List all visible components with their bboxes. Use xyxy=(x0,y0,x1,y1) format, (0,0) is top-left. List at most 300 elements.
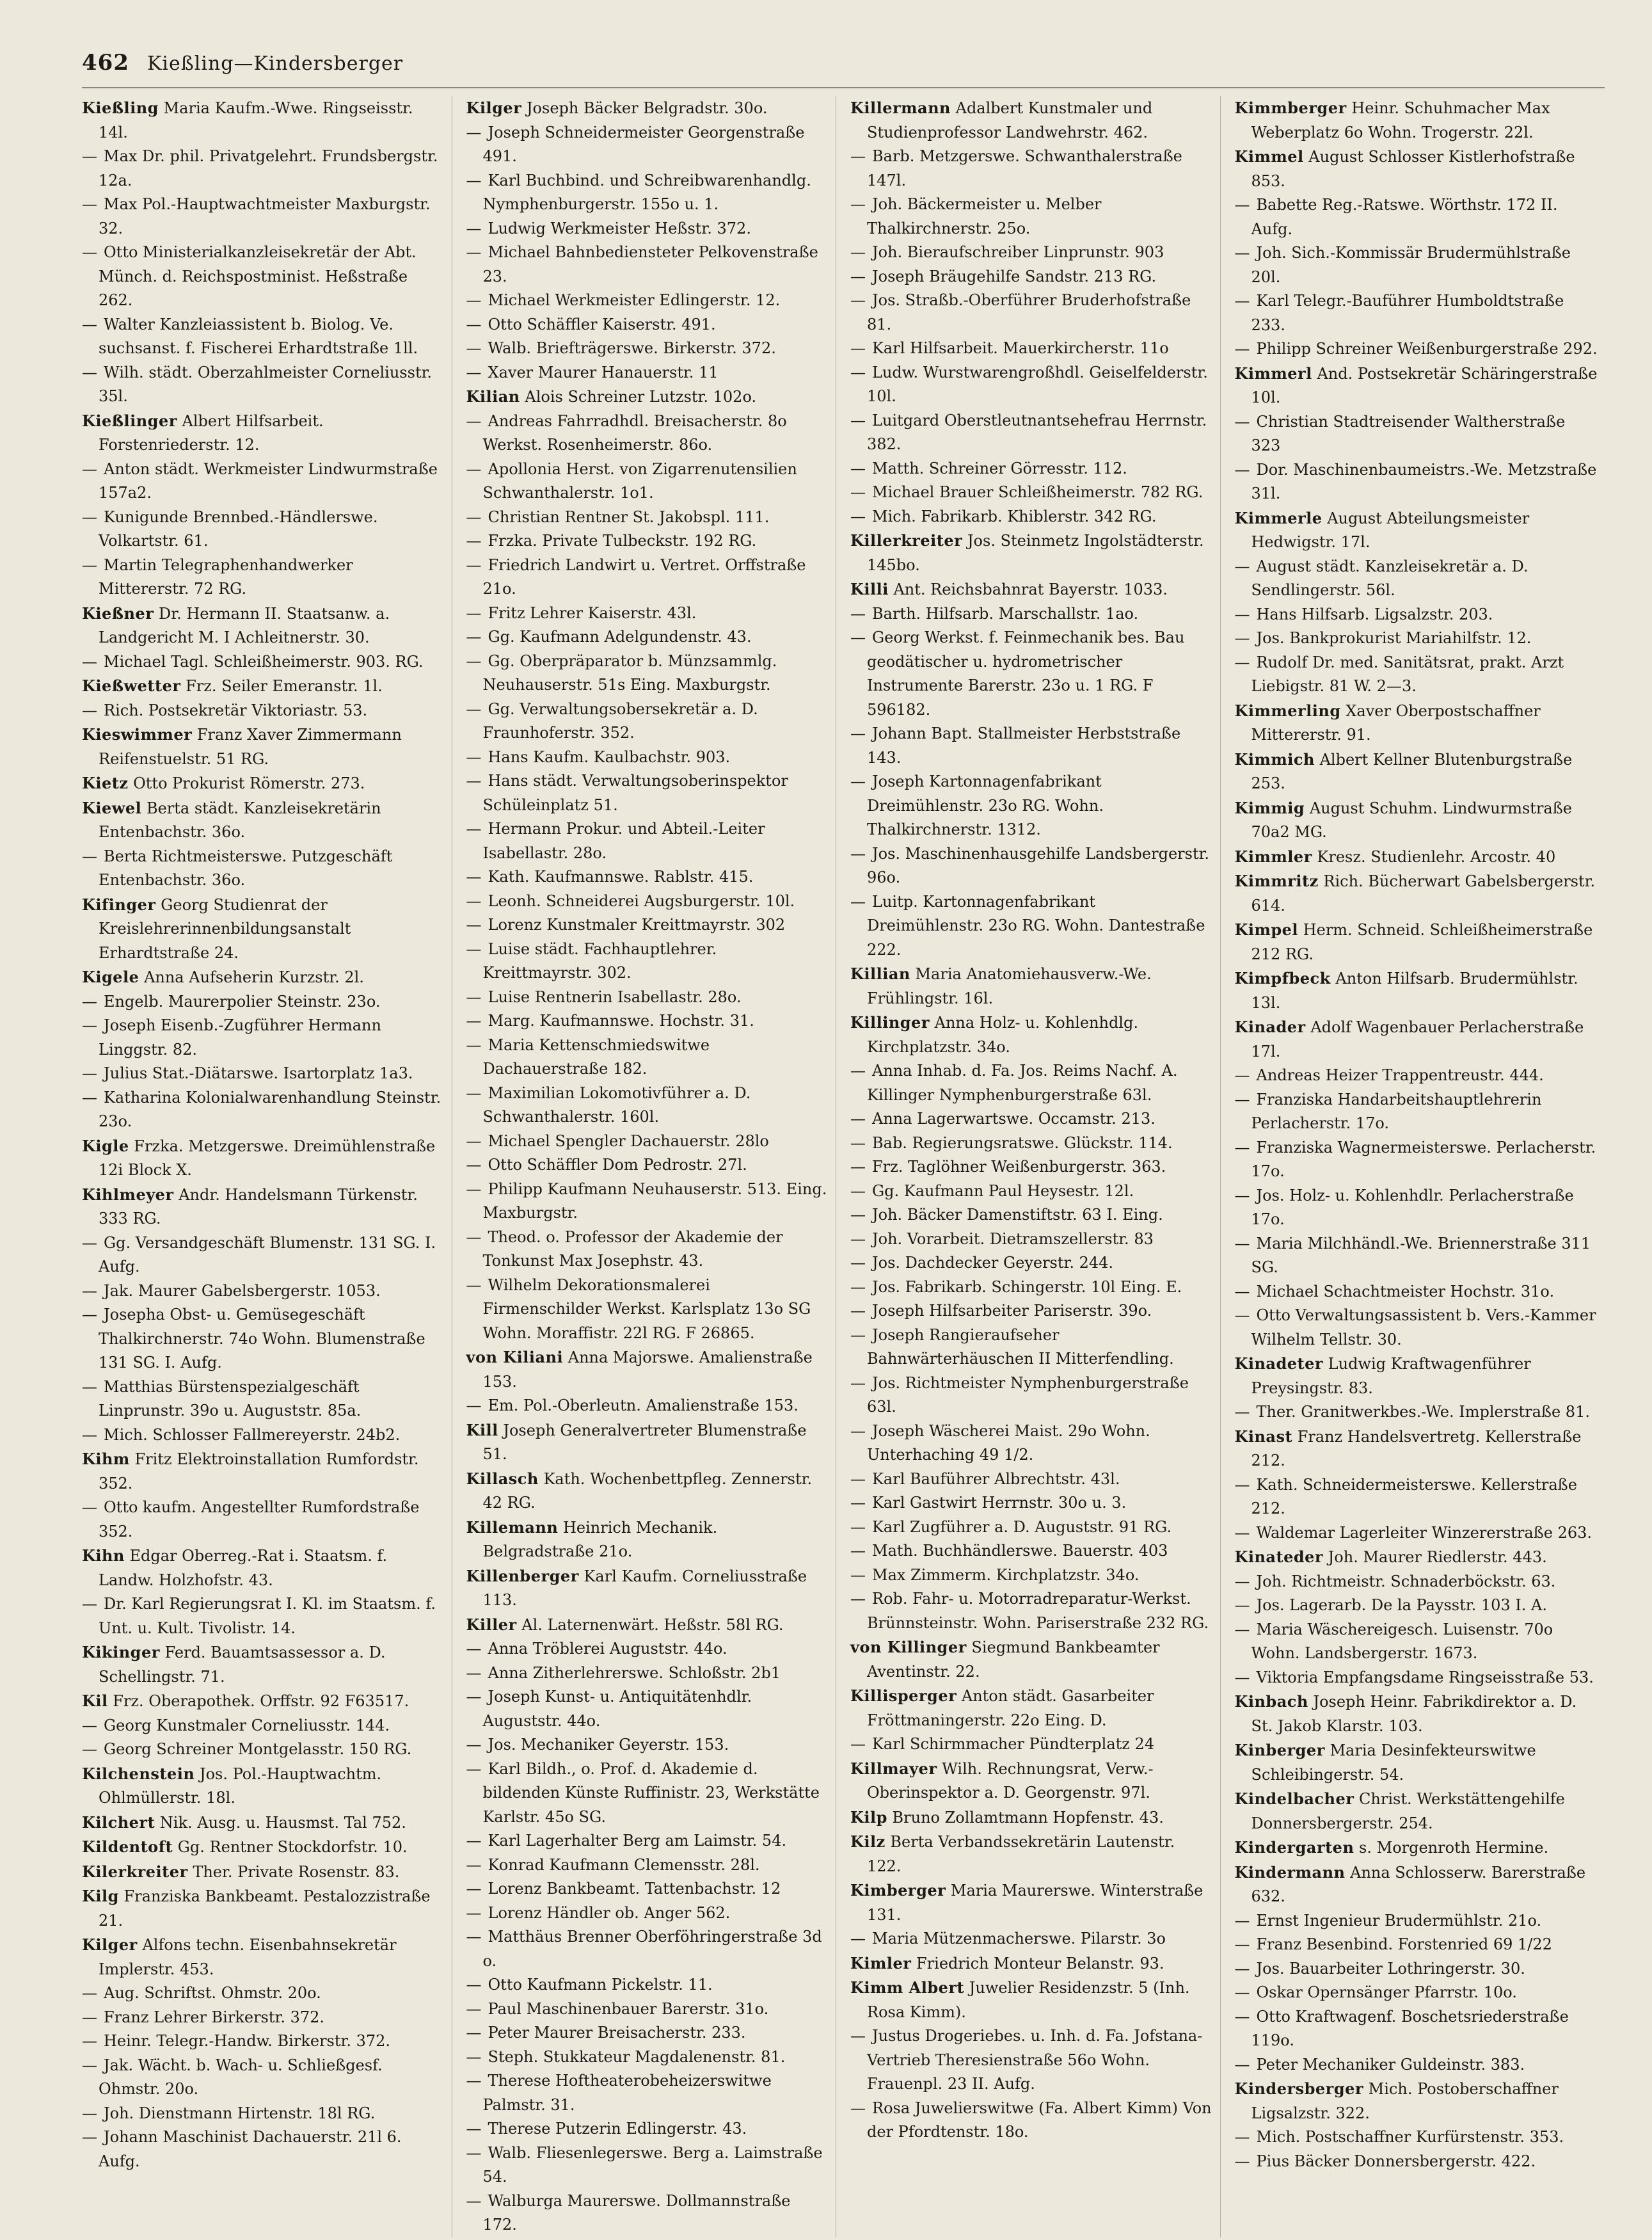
entry-details: Berta städt. Kanzleisekretärin Entenbachstr. 36o. xyxy=(99,799,381,841)
ditto-dash: — xyxy=(82,2104,97,2122)
entry-details: Fritz Lehrer Kaiserstr. 43l. xyxy=(488,604,697,622)
entry-details: Bab. Regierungsratswe. Glückstr. 114. xyxy=(872,1133,1173,1152)
ditto-dash: — xyxy=(466,532,482,550)
entry-details: Joh. Vorarbeit. Dietramszellerstr. 83 xyxy=(872,1229,1154,1248)
ditto-dash: — xyxy=(1234,1306,1250,1324)
ditto-dash: — xyxy=(1234,557,1250,575)
ditto-dash: — xyxy=(466,916,482,934)
directory-entry xyxy=(850,1324,1214,1372)
directory-entry xyxy=(1235,1933,1599,1957)
entry-details: Kath. Schneidermeisterswe. Kellerstraße 212. xyxy=(1251,1475,1577,1517)
ditto-dash: — xyxy=(1234,1282,1250,1300)
entry-surname: Kimmich xyxy=(1234,749,1315,769)
entry-details: Joh. Bieraufschreiber Linprunstr. 903 xyxy=(872,243,1164,261)
entry-details: Joseph Schneidermeister Georgenstraße 491. xyxy=(482,123,805,165)
directory-entry xyxy=(850,241,1214,265)
ditto-dash: — xyxy=(82,508,97,526)
entry-details: Andr. Handelsmann Türkenstr. 333 RG. xyxy=(99,1185,418,1228)
entry-details: Anton Hilfsarb. Brudermühlstr. 13l. xyxy=(1251,970,1578,1012)
directory-entry xyxy=(850,193,1214,241)
ditto-dash: — xyxy=(466,748,482,766)
directory-entry xyxy=(850,1155,1214,1180)
entry-surname: Kindermann xyxy=(1234,1862,1346,1882)
entry-surname: Kimm Albert xyxy=(850,1978,965,1997)
directory-entry xyxy=(82,1303,445,1375)
entry-details: Ludwig Werkmeister Heßstr. 372. xyxy=(488,219,751,237)
ditto-dash: — xyxy=(1234,1935,1250,1953)
ditto-dash: — xyxy=(850,1158,866,1176)
directory-entry xyxy=(850,1372,1214,1420)
directory-entry xyxy=(466,1467,830,1516)
entry-details: s. Morgenroth Hermine. xyxy=(1359,1839,1549,1857)
entry-details: Joh. Sich.-Kommissär Brudermühlstraße 20l. xyxy=(1251,244,1571,286)
directory-entry xyxy=(1235,241,1599,289)
entry-surname: Kiewel xyxy=(82,798,142,817)
directory-entry xyxy=(1235,2077,1599,2125)
entry-details: Oskar Opernsänger Pfarrstr. 10o. xyxy=(1256,1983,1517,2001)
ditto-dash: — xyxy=(466,2072,482,2090)
entry-details: Waldemar Lagerleiter Winzererstraße 263. xyxy=(1256,1523,1592,1542)
entry-details: Walb. Briefträgerswe. Birkerstr. 372. xyxy=(488,339,776,357)
entry-surname: Kifinger xyxy=(82,895,156,914)
directory-entry xyxy=(82,723,445,771)
entry-details: Karl Bauführer Albrechtstr. 43l. xyxy=(872,1469,1120,1488)
ditto-dash: — xyxy=(466,460,482,478)
directory-entry xyxy=(850,265,1214,289)
directory-entry xyxy=(466,1973,830,1997)
directory-entry xyxy=(850,1927,1214,1951)
directory-entry xyxy=(466,1394,830,1418)
entry-details: Walb. Fliesenlegerswe. Berg a. Laimstraße 54. xyxy=(482,2143,823,2186)
entry-details: Rudolf Dr. med. Sanitätsrat, prakt. Arzt Liebigstr. 81 W. 2—3. xyxy=(1251,653,1564,695)
entry-details: Nik. Ausg. u. Hausmst. Tal 752. xyxy=(159,1813,406,1832)
ditto-dash: — xyxy=(1234,1090,1250,1108)
entry-surname: Kilchenstein xyxy=(82,1764,195,1783)
entry-details: Peter Maurer Breisacherstr. 233. xyxy=(488,2024,746,2042)
directory-entry xyxy=(466,1178,830,1226)
entry-details: Gg. Oberpräparator b. Münzsammlg. Neuhauserstr. 51s Eing. Maxburgstr. xyxy=(482,652,777,694)
entry-details: Gg. Versandgeschäft Blumenstr. 131 SG. I. Aufg. xyxy=(99,1233,436,1276)
directory-entry xyxy=(1235,699,1599,748)
ditto-dash: — xyxy=(82,1281,97,1300)
directory-entry xyxy=(850,1757,1214,1805)
ditto-dash: — xyxy=(850,844,866,863)
entry-details: Edgar Oberreg.-Rat i. Staatsm. f. Landw. Holzhofstr. 43. xyxy=(99,1547,388,1589)
directory-entry xyxy=(850,96,1214,145)
directory-entry xyxy=(466,2141,830,2189)
entry-details: Otto Kraftwagenf. Boschetsriederstraße 119o. xyxy=(1251,2007,1569,2049)
directory-entry xyxy=(466,1274,830,1346)
directory-entry xyxy=(850,602,1214,627)
entry-details: Christian Stadtreisender Waltherstraße 323 xyxy=(1251,412,1566,454)
directory-entry xyxy=(1235,1570,1599,1594)
entry-details: Alois Schreiner Lutzstr. 102o. xyxy=(525,388,757,406)
ditto-dash: — xyxy=(1234,629,1250,647)
entry-details: August städt. Kanzleisekretär a. D. Sendlingerstr. 56l. xyxy=(1251,557,1529,599)
ditto-dash: — xyxy=(1234,2152,1250,2170)
directory-entry xyxy=(850,1107,1214,1132)
ditto-dash: — xyxy=(466,171,482,189)
entry-details: Viktoria Empfangsdame Ringseisstraße 53. xyxy=(1256,1668,1594,1686)
entry-details: August Schlosser Kistlerhofstraße 853. xyxy=(1251,148,1575,190)
entry-details: Hans Hilfsarb. Ligsalzstr. 203. xyxy=(1256,605,1493,623)
directory-entry xyxy=(1235,966,1599,1015)
directory-entry xyxy=(466,529,830,554)
entry-details: Martin Telegraphenhandwerker Mittererstr. 72 RG. xyxy=(99,556,353,598)
entry-surname: Kigle xyxy=(82,1136,129,1155)
entry-details: Joseph Wäscherei Maist. 29o Wohn. Unterhaching 49 1/2. xyxy=(867,1421,1150,1464)
entry-details: Friedrich Landwirt u. Vertret. Orffstraße 21o. xyxy=(482,556,806,598)
entry-surname: Kimmler xyxy=(1234,847,1312,866)
directory-entry xyxy=(1235,1521,1599,1546)
directory-entry xyxy=(466,1153,830,1178)
directory-entry xyxy=(466,1516,830,1564)
directory-entry xyxy=(466,96,830,121)
ditto-dash: — xyxy=(850,459,866,477)
entry-details: Frzka. Metzgerswe. Dreimühlenstraße 12i Block X. xyxy=(99,1137,436,1179)
entry-details: Jos. Bankprokurist Mariahilfstr. 12. xyxy=(1256,629,1532,647)
ditto-dash: — xyxy=(466,772,482,790)
ditto-dash: — xyxy=(850,1517,866,1536)
directory-entry xyxy=(82,1811,445,1836)
directory-entry xyxy=(1235,1787,1599,1836)
directory-entry xyxy=(82,674,445,699)
entry-details: Heinr. Schuhmacher Max Weberplatz 6o Wohn. Trogerstr. 22l. xyxy=(1251,99,1550,141)
directory-entry xyxy=(850,770,1214,842)
ditto-dash: — xyxy=(1234,1596,1250,1614)
directory-entry xyxy=(82,796,445,845)
entry-details: Siegmund Bankbeamter Aventinstr. 22. xyxy=(867,1638,1160,1681)
ditto-dash: — xyxy=(82,992,97,1011)
entry-details: Jos. Lagerarb. De la Paysstr. 103 I. A. xyxy=(1256,1596,1547,1614)
directory-entry xyxy=(466,289,830,313)
directory-entry xyxy=(82,1062,445,1086)
entry-details: Anna Lagerwartswe. Occamstr. 213. xyxy=(872,1110,1156,1128)
entry-details: Friedrich Monteur Belanstr. 93. xyxy=(916,1954,1164,1972)
ditto-dash: — xyxy=(850,628,866,646)
ditto-dash: — xyxy=(82,2032,97,2050)
entry-details: Dor. Maschinenbaumeistrs.-We. Metzstraße 31l. xyxy=(1251,460,1597,502)
entry-details: Hans städt. Verwaltungsoberinspektor Schüleinplatz 51. xyxy=(482,772,788,814)
entry-surname: Kilp xyxy=(850,1807,887,1827)
ditto-dash: — xyxy=(850,267,866,285)
directory-entry xyxy=(466,1082,830,1130)
entry-details: Wilhelm Dekorationsmalerei Firmenschilder Werkst. Karlsplatz 13o SG Wohn. Moraffistr. 22l RG. F 26865. xyxy=(482,1276,811,1342)
entry-details: Maria Mützenmacherswe. Pilarstr. 3o xyxy=(872,1930,1166,1948)
directory-entry xyxy=(1235,1909,1599,1933)
directory-entry xyxy=(1235,362,1599,410)
entry-details: Matthias Bürstenspezialgeschäft Linprunstr. 39o u. Auguststr. 85a. xyxy=(99,1377,361,1420)
directory-entry xyxy=(82,1086,445,1134)
ditto-dash: — xyxy=(82,147,97,165)
ditto-dash: — xyxy=(466,892,482,910)
ditto-dash: — xyxy=(850,1302,866,1320)
directory-entry xyxy=(1235,1594,1599,1618)
directory-entry xyxy=(850,1732,1214,1757)
ditto-dash: — xyxy=(1234,653,1250,671)
directory-entry xyxy=(466,1661,830,1686)
ditto-dash: — xyxy=(466,2047,482,2066)
entry-surname: Kinberger xyxy=(1234,1741,1325,1759)
entry-details: Luitp. Kartonnagenfabrikant Dreimühlenstr. 23o RG. Wohn. Dantestraße 222. xyxy=(867,892,1205,959)
entry-details: Jos. Dachdecker Geyerstr. 244. xyxy=(872,1254,1114,1272)
ditto-dash: — xyxy=(466,1180,482,1198)
ditto-dash: — xyxy=(82,1740,97,1758)
entry-surname: Kimmritz xyxy=(1234,872,1319,890)
ditto-dash: — xyxy=(850,195,866,213)
entry-details: Berta Richtmeisterswe. Putzgeschäft Entenbachstr. 36o. xyxy=(99,847,393,889)
directory-entry xyxy=(466,1757,830,1830)
directory-entry xyxy=(850,1299,1214,1324)
directory-entry xyxy=(466,1564,830,1613)
ditto-dash: — xyxy=(1234,1911,1250,1930)
directory-entry xyxy=(1235,1184,1599,1232)
entry-details: Jos. Maschinenhausgehilfe Landsbergerstr. 96o. xyxy=(867,844,1210,886)
directory-entry xyxy=(82,699,445,723)
entry-details: Max Zimmerm. Kirchplatzstr. 34o. xyxy=(872,1565,1140,1584)
entry-surname: Kietz xyxy=(82,774,129,792)
entry-details: Karl Hilfsarbeit. Mauerkircherstr. 11o xyxy=(872,339,1169,357)
directory-entry xyxy=(82,2006,445,2030)
directory-entry xyxy=(82,409,445,458)
ditto-dash: — xyxy=(1234,1403,1250,1421)
entry-details: Franziska Wagnermeisterswe. Perlacherstr. 17o. xyxy=(1251,1138,1596,1180)
directory-entry xyxy=(82,1544,445,1592)
directory-entry xyxy=(82,1183,445,1231)
entry-surname: Kihlmeyer xyxy=(82,1185,174,1204)
directory-entry xyxy=(1235,869,1599,918)
ditto-dash: — xyxy=(466,1736,482,1754)
directory-entry xyxy=(1235,627,1599,651)
ditto-dash: — xyxy=(1234,1066,1250,1084)
entry-details: Wilh. städt. Oberzahlmeister Corneliusstr. 35l. xyxy=(99,363,433,405)
ditto-dash: — xyxy=(466,1156,482,1174)
entry-surname: Kimmerling xyxy=(1234,701,1341,720)
directory-entry xyxy=(82,1231,445,1279)
entry-details: Mich. Postschaffner Kurfürstenstr. 353. xyxy=(1256,2128,1564,2146)
entry-surname: Killian xyxy=(850,964,910,983)
directory-entry xyxy=(850,1011,1214,1059)
ditto-dash: — xyxy=(466,988,482,1006)
entry-details: Mich. Fabrikarb. Khiblerstr. 342 RG. xyxy=(872,507,1157,525)
directory-entry xyxy=(850,890,1214,963)
entry-details: Rich. Postsekretär Viktoriastr. 53. xyxy=(104,701,368,719)
entry-details: Fritz Elektroinstallation Rumfordstr. 352. xyxy=(99,1450,419,1492)
entry-details: Luise Rentnerin Isabellastr. 28o. xyxy=(488,988,742,1006)
directory-entry xyxy=(82,1134,445,1183)
directory-entry xyxy=(82,241,445,313)
entry-details: Karl Lagerhalter Berg am Laimstr. 54. xyxy=(488,1832,787,1850)
directory-entry xyxy=(1235,1232,1599,1280)
directory-entry xyxy=(466,1829,830,1853)
entry-details: Georg Schreiner Montgelasstr. 150 RG. xyxy=(104,1740,412,1758)
ditto-dash: — xyxy=(850,1469,866,1488)
page-number: 462 xyxy=(82,50,129,76)
directory-entry xyxy=(82,1981,445,2006)
directory-entry xyxy=(466,1733,830,1757)
entry-surname: Kimmerle xyxy=(1234,508,1322,527)
directory-entry xyxy=(466,938,830,986)
ditto-dash: — xyxy=(82,1233,97,1252)
entry-details: Jos. Straßb.-Oberführer Bruderhofstraße 81. xyxy=(867,291,1191,333)
ditto-dash: — xyxy=(1234,292,1250,310)
ditto-dash: — xyxy=(1234,1523,1250,1542)
ditto-dash: — xyxy=(1234,460,1250,479)
directory-entry xyxy=(850,145,1214,193)
entry-surname: Kilger xyxy=(466,99,522,117)
directory-entry xyxy=(82,1835,445,1860)
directory-entry xyxy=(1235,1545,1599,1570)
column-2 xyxy=(466,96,837,2237)
directory-entry xyxy=(466,1226,830,1274)
entry-surname: Kindergarten xyxy=(1234,1838,1354,1857)
ditto-dash: — xyxy=(850,363,866,381)
ditto-dash: — xyxy=(82,1716,97,1734)
ditto-dash: — xyxy=(850,2027,866,2045)
entry-details: Michael Schachtmeister Hochstr. 31o. xyxy=(1256,1282,1555,1300)
directory-entry xyxy=(1235,1690,1599,1738)
directory-entry xyxy=(850,1830,1214,1878)
directory-entry xyxy=(466,1853,830,1878)
directory-entry xyxy=(82,1738,445,1762)
ditto-dash: — xyxy=(1234,1668,1250,1686)
ditto-dash: — xyxy=(850,1930,866,1948)
entry-surname: Kießner xyxy=(82,604,154,623)
entry-surname: Kimler xyxy=(850,1953,912,1972)
ditto-dash: — xyxy=(466,1663,482,1682)
entry-details: Wilh. Rechnungsrat, Verw.-Oberinspektor a. D. Georgenstr. 97l. xyxy=(867,1759,1154,1802)
directory-entry xyxy=(850,409,1214,457)
directory-entry xyxy=(1235,1957,1599,1981)
ditto-dash: — xyxy=(466,700,482,718)
directory-entry xyxy=(850,337,1214,361)
ditto-dash: — xyxy=(850,1254,866,1272)
entry-details: Anton städt. Werkmeister Lindwurmstraße 157a2. xyxy=(99,460,438,502)
directory-entry xyxy=(1235,748,1599,796)
directory-entry xyxy=(850,1420,1214,1468)
entry-details: Peter Mechaniker Guldeinstr. 383. xyxy=(1256,2055,1525,2074)
directory-entry xyxy=(1235,1015,1599,1064)
directory-entry xyxy=(82,1689,445,1714)
ditto-dash: — xyxy=(1234,244,1250,262)
directory-entry xyxy=(466,385,830,410)
entry-details: Michael Werkmeister Edlingerstr. 12. xyxy=(488,291,781,309)
entry-details: Bruno Zollamtmann Hopfenstr. 43. xyxy=(892,1808,1164,1827)
directory-entry xyxy=(850,2024,1214,2097)
entry-details: Aug. Schriftst. Ohmstr. 20o. xyxy=(104,1984,321,2002)
directory-entry xyxy=(82,96,445,145)
entry-details: Franziska Bankbeamt. Pestalozzistraße 21. xyxy=(99,1887,431,1930)
directory-entry xyxy=(1235,651,1599,699)
directory-entry xyxy=(82,1592,445,1640)
directory-entry xyxy=(82,771,445,796)
entry-details: Anna Inhab. d. Fa. Jos. Reims Nachf. A. Killinger Nymphenburgerstraße 63l. xyxy=(867,1062,1178,1104)
entry-details: Julius Stat.-Diätarswe. Isartorplatz 1a3. xyxy=(104,1064,413,1082)
entry-details: Anton städt. Gasarbeiter Fröttmaningerstr. 22o Eing. D. xyxy=(867,1687,1154,1729)
entry-details: Walter Kanzleiassistent b. Biolog. Ve. suchsanst. f. Fischerei Erhardtstraße 1ll. xyxy=(99,315,418,357)
entry-details: Kath. Wochenbettpfleg. Zennerstr. 42 RG. xyxy=(482,1469,813,1512)
ditto-dash: — xyxy=(850,1373,866,1392)
directory-entry xyxy=(82,361,445,409)
ditto-dash: — xyxy=(850,1590,866,1608)
entry-surname: von Killinger xyxy=(850,1638,967,1656)
entry-surname: Kigele xyxy=(82,968,139,986)
ditto-dash: — xyxy=(850,1206,866,1224)
entry-details: Joh. Bäcker Damenstiftstr. 63 I. Eing. xyxy=(872,1206,1163,1224)
directory-entry xyxy=(466,169,830,217)
directory-entry xyxy=(82,602,445,650)
entry-surname: Kil xyxy=(82,1692,108,1710)
entry-surname: Killer xyxy=(466,1615,517,1634)
directory-entry xyxy=(850,962,1214,1011)
directory-entry xyxy=(466,241,830,289)
entry-details: Therese Hoftheaterobeheizerswitwe Palmstr. 31. xyxy=(482,2072,772,2114)
directory-entry xyxy=(466,1925,830,1973)
directory-entry xyxy=(466,625,830,650)
ditto-dash: — xyxy=(1234,605,1250,623)
entry-details: Jos. Holz- u. Kohlenhdlr. Perlacherstraße 17o. xyxy=(1251,1186,1574,1228)
entry-details: Max Dr. phil. Privatgelehrt. Frundsbergstr. 12a. xyxy=(99,147,438,189)
directory-entry xyxy=(1235,410,1599,458)
entry-details: Frz. Oberapothek. Orffstr. 92 F63517. xyxy=(113,1692,409,1710)
entry-details: Marg. Kaufmannswe. Hochstr. 31. xyxy=(488,1012,754,1030)
directory-columns xyxy=(82,96,1605,2234)
column-4 xyxy=(1235,96,1605,2237)
entry-details: Kunigunde Brennbed.-Händlerswe. Volkartstr. 61. xyxy=(99,508,378,550)
entry-details: Leonh. Schneiderei Augsburgerstr. 10l. xyxy=(488,892,795,910)
entry-details: Anna Zitherlehrerswe. Schloßstr. 2b1 xyxy=(488,1663,781,1682)
ditto-dash: — xyxy=(466,2024,482,2042)
entry-details: Otto Verwaltungsassistent b. Vers.-Kammer Wilhelm Tellstr. 30. xyxy=(1251,1306,1596,1348)
ditto-dash: — xyxy=(82,460,97,478)
entry-surname: Kieswimmer xyxy=(82,725,193,744)
directory-entry xyxy=(1235,1473,1599,1521)
entry-details: Gg. Kaufmann Paul Heysestr. 12l. xyxy=(872,1181,1134,1200)
directory-entry xyxy=(850,1564,1214,1588)
directory-entry xyxy=(850,289,1214,337)
entry-surname: Kimmberger xyxy=(1234,99,1347,117)
directory-entry xyxy=(82,2054,445,2102)
ditto-dash: — xyxy=(850,291,866,309)
entry-details: Franziska Handarbeitshauptlehrerin Perlacherstr. 17o. xyxy=(1251,1090,1542,1132)
entry-details: Maria Desinfekteurswitwe Schleibingerstr. 54. xyxy=(1251,1741,1536,1784)
entry-details: Karl Kaufm. Corneliusstraße 113. xyxy=(482,1567,807,1609)
directory-entry xyxy=(850,1059,1214,1107)
entry-details: Andreas Fahrradhdl. Breisacherstr. 8o Werkst. Rosenheimerstr. 86o. xyxy=(482,412,787,454)
entry-details: Franz Besenbind. Forstenried 69 1/22 xyxy=(1256,1935,1552,1953)
entry-details: Math. Buchhändlerswe. Bauerstr. 403 xyxy=(872,1542,1168,1560)
ditto-dash: — xyxy=(850,724,866,742)
ditto-dash: — xyxy=(850,604,866,623)
ditto-dash: — xyxy=(82,847,97,865)
entry-details: Michael Bahnbediensteter Pelkovenstraße 23. xyxy=(482,243,818,285)
entry-surname: Kinader xyxy=(1234,1018,1306,1036)
ditto-dash: — xyxy=(466,1832,482,1850)
directory-entry xyxy=(1235,1618,1599,1666)
ditto-dash: — xyxy=(850,1421,866,1440)
ditto-dash: — xyxy=(466,820,482,838)
entry-details: Juwelier Residenzstr. 5 (Inh. Rosa Kimm). xyxy=(867,1979,1190,2021)
ditto-dash: — xyxy=(466,315,482,333)
entry-details: Hans Kaufm. Kaulbachstr. 903. xyxy=(488,748,731,766)
ditto-dash: — xyxy=(466,123,482,141)
ditto-dash: — xyxy=(82,1425,97,1444)
entry-details: Gg. Rentner Stockdorfstr. 10. xyxy=(177,1838,408,1856)
entry-details: Xaver Maurer Hanauerstr. 11 xyxy=(488,363,719,381)
entry-details: Rosa Juwelierswitwe (Fa. Albert Kimm) Von der Pfordtenstr. 18o. xyxy=(867,2099,1212,2141)
entry-details: Mich. Schlosser Fallmereyerstr. 24b2. xyxy=(104,1425,401,1444)
ditto-dash: — xyxy=(466,1276,482,1294)
